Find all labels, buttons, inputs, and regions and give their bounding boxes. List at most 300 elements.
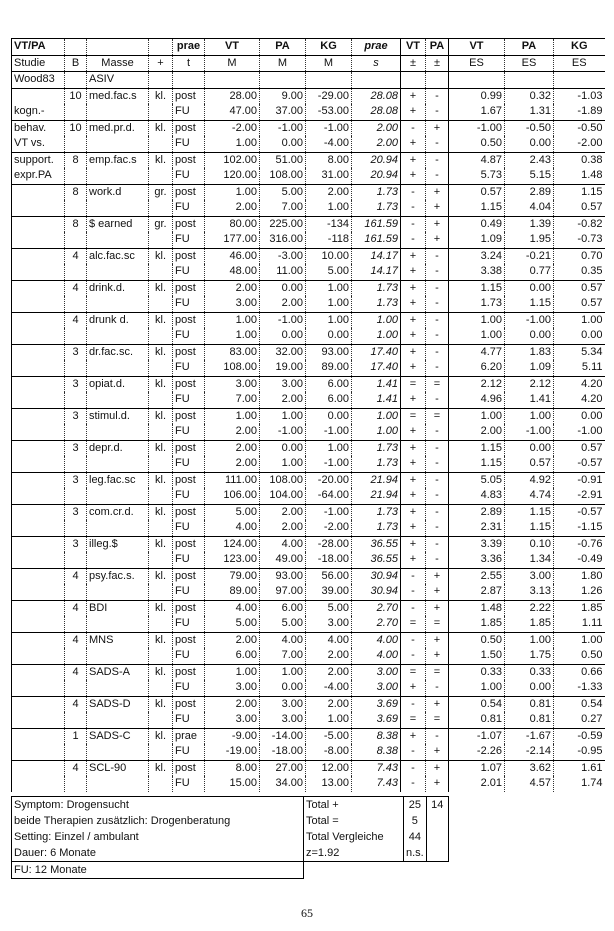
table-row bbox=[12, 184, 605, 200]
cell: 0.00 bbox=[260, 136, 306, 152]
cell: - bbox=[426, 280, 449, 296]
table-row bbox=[12, 712, 605, 728]
cell: 19.00 bbox=[260, 360, 306, 376]
cell: + bbox=[401, 728, 426, 744]
cell: FU bbox=[173, 680, 205, 696]
cell: ES bbox=[505, 55, 554, 72]
table-row bbox=[12, 600, 605, 616]
cell: VT bbox=[449, 39, 505, 56]
cell: 1.00 bbox=[449, 408, 505, 424]
cell: 0.57 bbox=[449, 184, 505, 200]
cell: behav. bbox=[12, 120, 65, 136]
cell: gr. bbox=[149, 216, 173, 232]
cell: post bbox=[173, 184, 205, 200]
cell: -18.00 bbox=[306, 552, 352, 568]
cell: post bbox=[173, 216, 205, 232]
cell: 0.00 bbox=[505, 328, 554, 344]
cell: 106.00 bbox=[205, 488, 260, 504]
cell: -1.00 bbox=[505, 312, 554, 328]
cell: 8.38 bbox=[352, 744, 401, 760]
cell: 3.00 bbox=[205, 680, 260, 696]
cell: 20.94 bbox=[352, 152, 401, 168]
cell bbox=[149, 456, 173, 472]
cell bbox=[65, 200, 87, 216]
cell: + bbox=[426, 568, 449, 584]
cell: t bbox=[173, 55, 205, 72]
cell: VT vs. bbox=[12, 136, 65, 152]
cell: - bbox=[426, 440, 449, 456]
table-row bbox=[12, 152, 605, 168]
cell: 2.00 bbox=[260, 296, 306, 312]
cell: 2.00 bbox=[306, 648, 352, 664]
table-row bbox=[12, 552, 605, 568]
cell: 0.57 bbox=[505, 456, 554, 472]
footer-vt: n.s. bbox=[404, 845, 427, 862]
cell bbox=[65, 776, 87, 792]
cell: stimul.d. bbox=[87, 408, 149, 424]
cell: post bbox=[173, 440, 205, 456]
cell: + bbox=[401, 296, 426, 312]
table-row bbox=[12, 376, 605, 392]
cell bbox=[65, 456, 87, 472]
cell bbox=[12, 376, 65, 392]
footer-row bbox=[12, 829, 449, 845]
cell: 0.00 bbox=[260, 440, 306, 456]
cell: -28.00 bbox=[306, 536, 352, 552]
cell: 1.00 bbox=[554, 632, 605, 648]
cell: 8 bbox=[65, 184, 87, 200]
cell bbox=[149, 360, 173, 376]
cell: + bbox=[401, 312, 426, 328]
cell: + bbox=[401, 360, 426, 376]
cell: -1.00 bbox=[505, 424, 554, 440]
cell: 30.94 bbox=[352, 568, 401, 584]
cell: -4.00 bbox=[306, 136, 352, 152]
cell: 7.00 bbox=[260, 648, 306, 664]
cell: FU bbox=[173, 456, 205, 472]
cell bbox=[12, 216, 65, 232]
cell: 6.00 bbox=[306, 376, 352, 392]
cell: 104.00 bbox=[260, 488, 306, 504]
cell: 1.15 bbox=[505, 520, 554, 536]
cell: 4.00 bbox=[205, 600, 260, 616]
cell: kl. bbox=[149, 664, 173, 680]
cell: 3.24 bbox=[449, 248, 505, 264]
cell: + bbox=[401, 472, 426, 488]
cell: 0.00 bbox=[505, 136, 554, 152]
cell: support. bbox=[12, 152, 65, 168]
cell: + bbox=[426, 200, 449, 216]
cell: = bbox=[401, 408, 426, 424]
cell: 4 bbox=[65, 664, 87, 680]
cell: FU bbox=[173, 264, 205, 280]
cell: - bbox=[426, 88, 449, 104]
cell: -134 bbox=[306, 216, 352, 232]
cell: 1.00 bbox=[449, 312, 505, 328]
cell: -8.00 bbox=[306, 744, 352, 760]
cell bbox=[149, 296, 173, 312]
table-row bbox=[12, 472, 605, 488]
cell: -1.00 bbox=[306, 120, 352, 136]
cell: - bbox=[426, 312, 449, 328]
cell: FU bbox=[173, 712, 205, 728]
table-row bbox=[12, 104, 605, 120]
cell: kl. bbox=[149, 376, 173, 392]
cell: 2.00 bbox=[260, 520, 306, 536]
cell: 1.73 bbox=[352, 280, 401, 296]
cell: + bbox=[426, 744, 449, 760]
cell: 1.15 bbox=[449, 200, 505, 216]
cell: post bbox=[173, 408, 205, 424]
cell: leg.fac.sc bbox=[87, 472, 149, 488]
cell: 1.73 bbox=[352, 456, 401, 472]
cell: 0.00 bbox=[505, 280, 554, 296]
cell: 97.00 bbox=[260, 584, 306, 600]
cell: post bbox=[173, 504, 205, 520]
cell: + bbox=[401, 456, 426, 472]
cell: -0.82 bbox=[554, 216, 605, 232]
cell: -2.26 bbox=[449, 744, 505, 760]
cell bbox=[87, 296, 149, 312]
cell: kl. bbox=[149, 760, 173, 776]
cell: 0.00 bbox=[260, 680, 306, 696]
cell: 3 bbox=[65, 440, 87, 456]
cell: depr.d. bbox=[87, 440, 149, 456]
cell bbox=[149, 552, 173, 568]
cell: 0.57 bbox=[554, 280, 605, 296]
cell: 1.48 bbox=[581, 169, 603, 182]
cell bbox=[149, 776, 173, 792]
cell: 1.00 bbox=[352, 328, 401, 344]
cell: 102.00 bbox=[205, 152, 260, 168]
cell: 4.92 bbox=[505, 472, 554, 488]
cell: -2.14 bbox=[505, 744, 554, 760]
cell: 4 bbox=[65, 632, 87, 648]
cell: - bbox=[426, 344, 449, 360]
cell: + bbox=[426, 776, 449, 792]
cell bbox=[87, 424, 149, 440]
cell: prae bbox=[173, 39, 205, 56]
cell: kl. bbox=[149, 88, 173, 104]
cell bbox=[12, 536, 65, 552]
cell: -0.59 bbox=[554, 728, 605, 744]
cell: dr.fac.sc. bbox=[87, 344, 149, 360]
cell: 3.38 bbox=[449, 264, 505, 280]
cell bbox=[306, 72, 352, 89]
footer-row bbox=[12, 845, 449, 862]
table-row bbox=[12, 440, 605, 456]
cell: 0.00 bbox=[260, 328, 306, 344]
cell bbox=[87, 104, 149, 120]
cell: 5.11 bbox=[581, 361, 603, 374]
cell: 2.00 bbox=[260, 392, 306, 408]
cell: SADS-A bbox=[87, 664, 149, 680]
cell: + bbox=[426, 648, 449, 664]
cell: -53.00 bbox=[306, 104, 352, 120]
cell: -2.00 bbox=[577, 137, 603, 150]
cell: -1.00 bbox=[260, 424, 306, 440]
cell: 3.00 bbox=[260, 712, 306, 728]
cell: 0.00 bbox=[581, 329, 603, 342]
cell bbox=[449, 72, 505, 89]
cell: 1.85 bbox=[554, 600, 605, 616]
cell: kl. bbox=[149, 152, 173, 168]
cell: + bbox=[401, 152, 426, 168]
cell bbox=[12, 584, 65, 600]
cell: SADS-D bbox=[87, 696, 149, 712]
cell bbox=[12, 776, 65, 792]
cell: 4.83 bbox=[449, 488, 505, 504]
table-row bbox=[12, 280, 605, 296]
cell: + bbox=[401, 328, 426, 344]
cell bbox=[12, 712, 65, 728]
footer-vt bbox=[404, 862, 427, 879]
cell bbox=[12, 472, 65, 488]
cell: 2.55 bbox=[449, 568, 505, 584]
cell: 1.00 bbox=[306, 712, 352, 728]
cell bbox=[12, 728, 65, 744]
cell: -20.00 bbox=[306, 472, 352, 488]
cell: 0.50 bbox=[449, 136, 505, 152]
cell: - bbox=[401, 760, 426, 776]
cell: + bbox=[426, 232, 449, 248]
cell: FU bbox=[173, 488, 205, 504]
cell: 4 bbox=[65, 248, 87, 264]
cell bbox=[12, 680, 65, 696]
cell bbox=[87, 712, 149, 728]
cell: + bbox=[401, 392, 426, 408]
cell: 1.34 bbox=[505, 552, 554, 568]
cell: 5.05 bbox=[449, 472, 505, 488]
cell: post bbox=[173, 344, 205, 360]
cell: $ earned bbox=[87, 216, 149, 232]
cell: 4.87 bbox=[449, 152, 505, 168]
cell bbox=[149, 520, 173, 536]
cell: kl. bbox=[149, 344, 173, 360]
cell: = bbox=[401, 376, 426, 392]
cell: 4.04 bbox=[505, 200, 554, 216]
cell: 8 bbox=[65, 152, 87, 168]
cell: 0.50 bbox=[449, 632, 505, 648]
cell: post bbox=[173, 120, 205, 136]
cell: FU bbox=[173, 200, 205, 216]
cell: 3 bbox=[65, 376, 87, 392]
table-row bbox=[12, 344, 605, 360]
cell: 1.95 bbox=[505, 232, 554, 248]
cell bbox=[149, 104, 173, 120]
cell: 1.00 bbox=[260, 456, 306, 472]
cell: = bbox=[426, 664, 449, 680]
cell: prae bbox=[352, 39, 401, 56]
cell: 0.54 bbox=[449, 696, 505, 712]
cell: 3.36 bbox=[449, 552, 505, 568]
cell: kl. bbox=[149, 696, 173, 712]
cell: kl. bbox=[149, 248, 173, 264]
cell: 2.00 bbox=[260, 504, 306, 520]
cell: = bbox=[426, 408, 449, 424]
cell bbox=[149, 200, 173, 216]
cell: 1.73 bbox=[352, 504, 401, 520]
cell: 1.61 bbox=[554, 760, 605, 776]
cell: FU bbox=[173, 328, 205, 344]
cell: 1.41 bbox=[352, 392, 401, 408]
cell: - bbox=[426, 328, 449, 344]
cell: KG bbox=[554, 39, 605, 56]
cell: kl. bbox=[149, 568, 173, 584]
cell bbox=[65, 104, 87, 120]
cell: 7.43 bbox=[352, 760, 401, 776]
cell: -19.00 bbox=[205, 744, 260, 760]
cell bbox=[65, 72, 87, 89]
cell: drink.d. bbox=[87, 280, 149, 296]
cell bbox=[65, 520, 87, 536]
cell: kl. bbox=[149, 504, 173, 520]
table-row bbox=[12, 248, 605, 264]
table-row bbox=[12, 88, 605, 104]
cell: med.pr.d. bbox=[87, 120, 149, 136]
table-body bbox=[12, 72, 605, 792]
cell bbox=[65, 328, 87, 344]
cell: 2.00 bbox=[449, 424, 505, 440]
cell: 161.59 bbox=[352, 216, 401, 232]
cell: drunk d. bbox=[87, 312, 149, 328]
cell: 3 bbox=[65, 504, 87, 520]
cell: -0.76 bbox=[554, 536, 605, 552]
cell: 1.73 bbox=[352, 296, 401, 312]
cell: -0.50 bbox=[505, 120, 554, 136]
cell bbox=[149, 680, 173, 696]
cell bbox=[65, 360, 87, 376]
cell: 0.00 bbox=[505, 440, 554, 456]
cell: -1.00 bbox=[306, 456, 352, 472]
cell: 2.00 bbox=[205, 456, 260, 472]
cell: 4.00 bbox=[260, 632, 306, 648]
cell bbox=[12, 456, 65, 472]
cell: + bbox=[401, 424, 426, 440]
cell: 4.20 bbox=[554, 376, 605, 392]
cell: FU bbox=[173, 360, 205, 376]
cell bbox=[65, 712, 87, 728]
cell: - bbox=[401, 648, 426, 664]
cell: 4.00 bbox=[205, 520, 260, 536]
cell bbox=[87, 776, 149, 792]
cell: 20.94 bbox=[352, 168, 401, 184]
cell: + bbox=[426, 696, 449, 712]
cell bbox=[12, 632, 65, 648]
cell: 93.00 bbox=[306, 344, 352, 360]
cell: - bbox=[401, 584, 426, 600]
cell: 1.41 bbox=[352, 376, 401, 392]
cell: 93.00 bbox=[260, 568, 306, 584]
cell bbox=[87, 616, 149, 632]
footer-left: Setting: Einzel / ambulant bbox=[12, 829, 304, 845]
cell bbox=[12, 600, 65, 616]
cell: ± bbox=[426, 55, 449, 72]
cell: + bbox=[426, 184, 449, 200]
cell bbox=[87, 456, 149, 472]
cell: 7.43 bbox=[352, 776, 401, 792]
table-row bbox=[12, 312, 605, 328]
cell: 0.54 bbox=[554, 696, 605, 712]
cell: - bbox=[426, 536, 449, 552]
cell: 5.73 bbox=[449, 168, 505, 184]
cell bbox=[12, 760, 65, 776]
cell: 10 bbox=[65, 88, 87, 104]
cell bbox=[65, 264, 87, 280]
cell: 2.00 bbox=[205, 424, 260, 440]
cell: - bbox=[426, 392, 449, 408]
cell bbox=[173, 72, 205, 89]
cell bbox=[149, 584, 173, 600]
cell: - bbox=[426, 520, 449, 536]
cell: 17.40 bbox=[352, 360, 401, 376]
footer-vt: 5 bbox=[404, 813, 427, 829]
cell bbox=[87, 39, 149, 56]
cell bbox=[12, 360, 65, 376]
cell: 1.09 bbox=[449, 232, 505, 248]
cell bbox=[149, 136, 173, 152]
cell: MNS bbox=[87, 632, 149, 648]
cell bbox=[65, 488, 87, 504]
cell: + bbox=[401, 136, 426, 152]
cell bbox=[149, 264, 173, 280]
cell: FU bbox=[173, 104, 205, 120]
cell: 83.00 bbox=[205, 344, 260, 360]
cell: 36.55 bbox=[352, 536, 401, 552]
cell: -1.00 bbox=[577, 425, 603, 438]
cell: FU bbox=[173, 744, 205, 760]
cell: + bbox=[426, 632, 449, 648]
cell: 15.00 bbox=[205, 776, 260, 792]
table-row bbox=[12, 296, 605, 312]
cell: - bbox=[401, 776, 426, 792]
cell bbox=[352, 72, 401, 89]
cell: FU bbox=[173, 584, 205, 600]
cell: - bbox=[426, 472, 449, 488]
cell bbox=[12, 648, 65, 664]
cell: = bbox=[426, 712, 449, 728]
cell: -64.00 bbox=[306, 488, 352, 504]
table-row bbox=[12, 568, 605, 584]
cell: 108.00 bbox=[260, 472, 306, 488]
footer-label: z=1.92 bbox=[304, 845, 404, 862]
table-row bbox=[12, 664, 605, 680]
cell bbox=[65, 744, 87, 760]
cell: 5.34 bbox=[554, 344, 605, 360]
cell: 4.00 bbox=[352, 648, 401, 664]
cell bbox=[149, 168, 173, 184]
cell: 11.00 bbox=[260, 264, 306, 280]
cell bbox=[65, 648, 87, 664]
cell bbox=[65, 392, 87, 408]
cell: 3 bbox=[65, 344, 87, 360]
cell: -4.00 bbox=[306, 680, 352, 696]
footer-left: Dauer: 6 Monate bbox=[12, 845, 304, 862]
cell: 1.00 bbox=[505, 408, 554, 424]
table-row bbox=[12, 696, 605, 712]
cell bbox=[205, 72, 260, 89]
cell bbox=[65, 552, 87, 568]
cell: 1.00 bbox=[205, 664, 260, 680]
cell: 0.57 bbox=[581, 297, 603, 310]
cell: 4.74 bbox=[505, 488, 554, 504]
cell: 13.00 bbox=[306, 776, 352, 792]
cell: 0.00 bbox=[554, 408, 605, 424]
table-row bbox=[12, 680, 605, 696]
cell: 51.00 bbox=[260, 152, 306, 168]
cell: kl. bbox=[149, 408, 173, 424]
cell: 0.00 bbox=[306, 408, 352, 424]
